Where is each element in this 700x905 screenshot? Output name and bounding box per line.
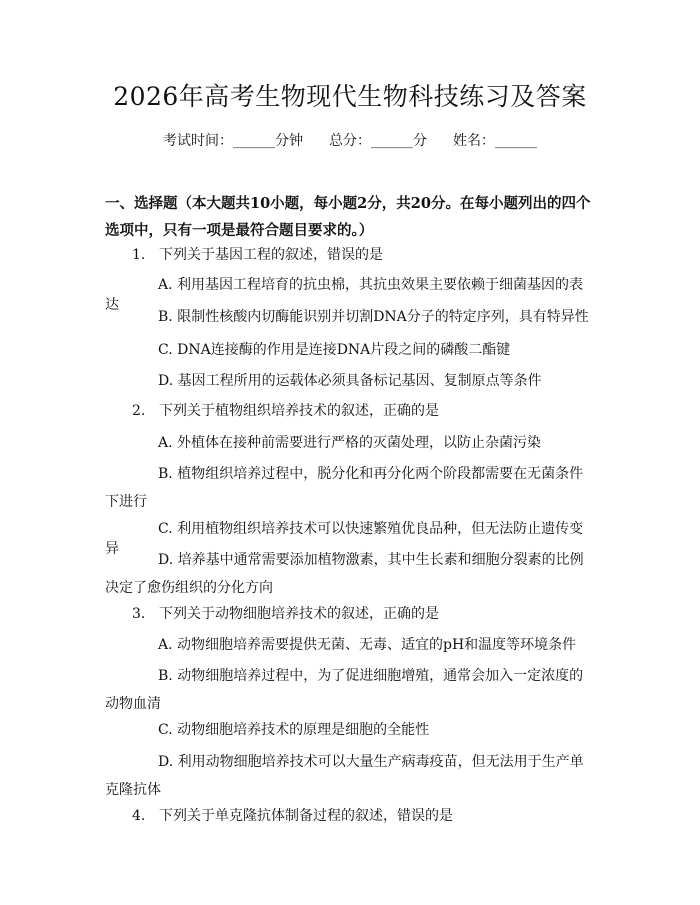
option-d: D. 培养基中通常需要添加植物激素，其中生长素和细胞分裂素的比例决定了愈伤组织的分化方向	[105, 552, 584, 596]
option-a: A. 动物细胞培养需要提供无菌、无毒、适宜的pH和温度等环境条件	[158, 637, 577, 653]
question-number: 4.	[132, 808, 146, 824]
option-c: C. 动物细胞培养技术的原理是细胞的全能性	[158, 722, 430, 738]
option-b: B. 植物组织培养过程中，脱分化和再分化两个阶段都需要在无菌条件下进行	[105, 466, 584, 510]
question-number: 2.	[132, 403, 146, 419]
question-text: 下列关于基因工程的叙述，错误的是	[159, 247, 383, 263]
option-c: C. DNA连接酶的作用是连接DNA片段之间的磷酸二酯键	[158, 342, 511, 358]
question-text: 下列关于动物细胞培养技术的叙述，正确的是	[159, 606, 439, 622]
name-blank: ______	[495, 133, 537, 149]
option-a: A. 外植体在接种前需要进行严格的灭菌处理，以防止杂菌污染	[158, 435, 542, 451]
time-label: 考试时间：	[163, 133, 233, 149]
question-stem	[132, 806, 592, 826]
score-blank: ______分	[371, 133, 427, 149]
option-c: C. 利用植物组织培养技术可以快速繁殖优良品种，但无法防止遗传变异	[105, 521, 584, 557]
section-heading: 一、选择题（本大题共10小题，每小题2分，共20分。在每小题列出的四个选项中，只有一项是最符合题目要求的。）	[105, 195, 591, 239]
question-stem	[132, 604, 592, 624]
exam-meta-line	[0, 131, 700, 151]
question-text: 下列关于植物组织培养技术的叙述，正确的是	[159, 403, 439, 419]
question-stem	[132, 245, 592, 265]
question-text: 下列关于单克隆抗体制备过程的叙述，错误的是	[159, 808, 453, 824]
option-b: B. 限制性核酸内切酶能识别并切割DNA分子的特定序列，具有特异性	[158, 309, 589, 325]
name-label: 姓名：	[453, 133, 495, 149]
option-d: D. 利用动物细胞培养技术可以大量生产病毒疫苗，但无法用于生产单克隆抗体	[105, 754, 584, 798]
option-b: B. 动物细胞培养过程中，为了促进细胞增殖，通常会加入一定浓度的动物血清	[105, 668, 584, 712]
page-title: 2026年高考生物现代生物科技练习及答案	[113, 82, 587, 111]
option-a: A. 利用基因工程培育的抗虫棉，其抗虫效果主要依赖于细菌基因的表达	[105, 277, 584, 313]
time-blank: ______分钟	[233, 133, 303, 149]
question-number: 1.	[132, 247, 146, 263]
score-label: 总分：	[329, 133, 371, 149]
question-stem	[132, 401, 592, 421]
option-d: D. 基因工程所用的运载体必须具备标记基因、复制原点等条件	[158, 373, 542, 389]
question-number: 3.	[132, 606, 146, 622]
